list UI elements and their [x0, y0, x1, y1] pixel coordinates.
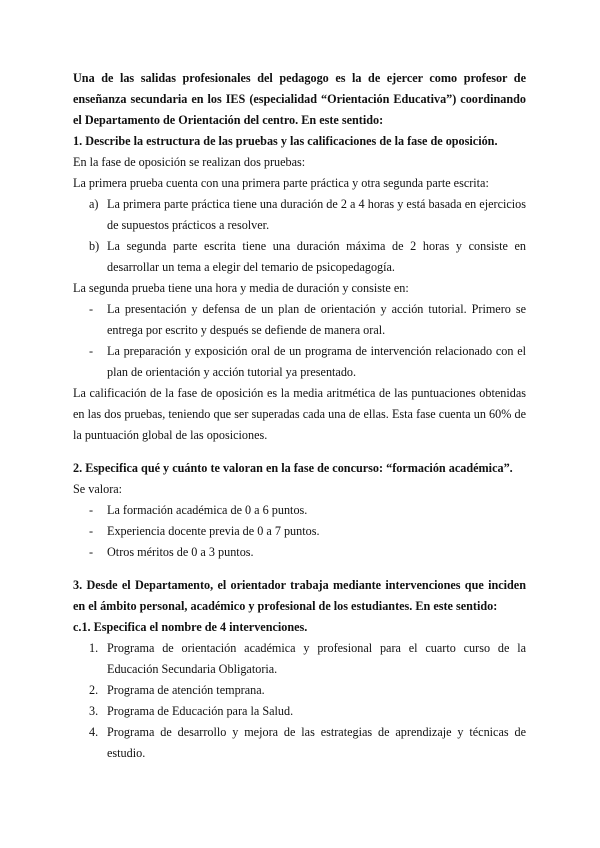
list-item [73, 236, 526, 278]
q1-parts-list [73, 194, 526, 278]
list-item-text: Experiencia docente previa de 0 a 7 puntos. [107, 524, 320, 538]
q3-list [73, 638, 526, 764]
list-item-text: Programa de orientación académica y profesional para el cuarto curso de la Educación Secundaria Obligatoria. [107, 641, 526, 676]
list-item [73, 341, 526, 383]
q3-heading: 3. Desde el Departamento, el orientador trabaja mediante intervenciones que inciden en el ámbito personal, académico y profesional de los estudiantes. En este sentido: [73, 578, 526, 613]
list-item-text: La presentación y defensa de un plan de orientación y acción tutorial. Primero se entrega por escrito y después se defiende de manera oral. [107, 302, 526, 337]
list-item-text: La primera parte práctica tiene una duración de 2 a 4 horas y está basada en ejercicios de supuestos prácticos a resolver. [107, 197, 526, 232]
list-item-text: Programa de Educación para la Salud. [107, 704, 294, 718]
q2-heading: 2. Especifica qué y cuánto te valoran en la fase de concurso: “formación académica”. [73, 461, 513, 475]
document-page [73, 68, 526, 764]
q1-heading: 1. Describe la estructura de las pruebas y las calificaciones de la fase de oposición. [73, 134, 498, 148]
list-marker: b) [89, 239, 100, 253]
list-item-text: La segunda parte escrita tiene una duración máxima de 2 horas y consiste en desarrollar un tema a elegir del temario de psicopedagogía. [107, 239, 526, 274]
list-marker: 4. [89, 725, 99, 739]
section-gap [73, 563, 526, 575]
q1-paragraph-2: La primera prueba cuenta con una primera parte práctica y otra segunda parte escrita: [73, 176, 489, 190]
q2-list [73, 500, 526, 563]
list-item [73, 542, 526, 563]
section-gap [73, 446, 526, 458]
list-item-text: Programa de desarrollo y mejora de las estrategias de aprendizaje y técnicas de estudio. [107, 725, 526, 760]
list-item-text: La preparación y exposición oral de un programa de intervención relacionado con el plan de orientación y acción tutorial ya presentado. [107, 344, 526, 379]
list-marker: - [89, 302, 94, 316]
list-item-text: La formación académica de 0 a 6 puntos. [107, 503, 308, 517]
q3-subheading: c.1. Especifica el nombre de 4 intervenciones. [73, 620, 308, 634]
list-item-text: Otros méritos de 0 a 3 puntos. [107, 545, 254, 559]
list-marker: 3. [89, 704, 99, 718]
q1-second-list [73, 299, 526, 383]
intro-paragraph: Una de las salidas profesionales del pedagogo es la de ejercer como profesor de enseñanza secundaria en los IES (especialidad “Orientación Educativa”) coordinando el Departamento de Orientación del centro. En este sentido: [73, 71, 526, 127]
list-marker: a) [89, 197, 99, 211]
list-item [73, 680, 526, 701]
list-item [73, 194, 526, 236]
q2-paragraph-1: Se valora: [73, 482, 123, 496]
list-marker: 1. [89, 641, 99, 655]
list-marker: - [89, 503, 94, 517]
list-item [73, 701, 526, 722]
q1-paragraph-1: En la fase de oposición se realizan dos pruebas: [73, 155, 306, 169]
list-item [73, 521, 526, 542]
list-marker: - [89, 524, 94, 538]
q1-paragraph-3: La segunda prueba tiene una hora y media de duración y consiste en: [73, 281, 409, 295]
list-marker: - [89, 344, 94, 358]
list-item [73, 638, 526, 680]
list-item-text: Programa de atención temprana. [107, 683, 265, 697]
list-item [73, 722, 526, 764]
list-item [73, 299, 526, 341]
list-marker: - [89, 545, 94, 559]
list-marker: 2. [89, 683, 99, 697]
list-item [73, 500, 526, 521]
q1-paragraph-4: La calificación de la fase de oposición es la media aritmética de las puntuaciones obtenidas en las dos pruebas, teniendo que ser superadas cada una de ellas. Esta fase cuenta un 60% de la puntuación global de las oposiciones. [73, 386, 526, 442]
